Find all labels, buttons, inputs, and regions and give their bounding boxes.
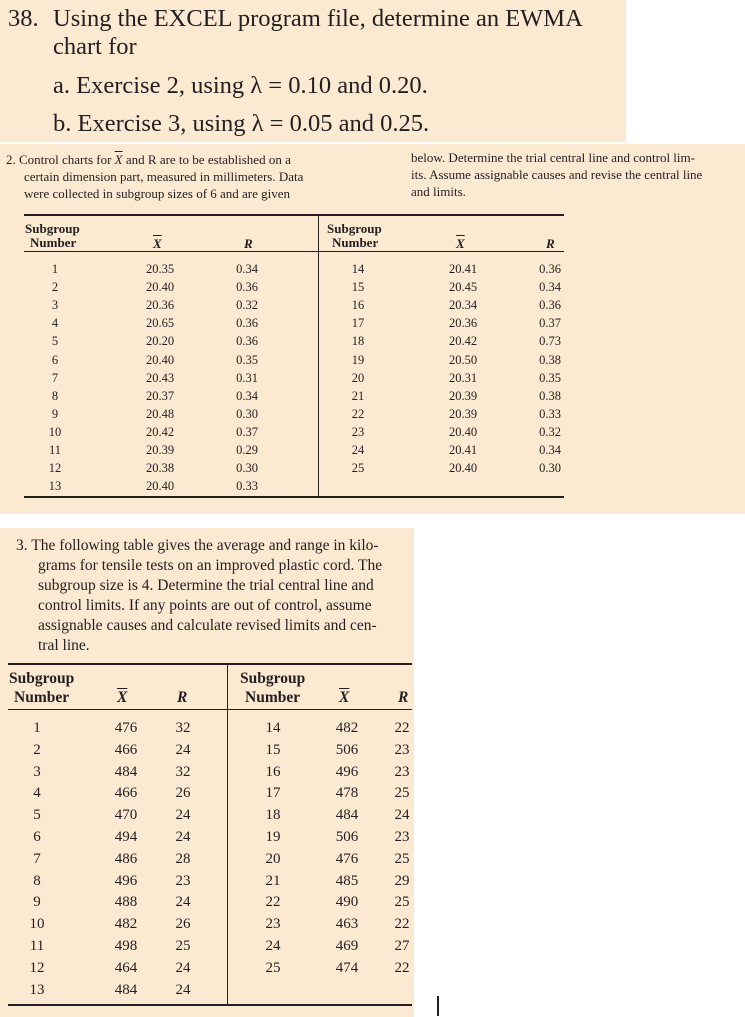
range-cell: 29 bbox=[394, 872, 410, 889]
xbar-cell: 20.40 bbox=[448, 424, 478, 439]
intro-line: certain dimension part, measured in millimeters. Data bbox=[24, 169, 304, 184]
range-cell: 0.30 bbox=[236, 461, 258, 476]
xbar-cell: 20.40 bbox=[145, 479, 175, 494]
range-cell: 23 bbox=[394, 741, 410, 758]
problem-38-part-a: a. Exercise 2, using λ = 0.10 and 0.20. bbox=[53, 72, 428, 99]
range-cell: 22 bbox=[394, 959, 410, 976]
header-xbar-2: $\overline{X}$ bbox=[339, 689, 350, 706]
xbar-cell: 506 bbox=[335, 829, 359, 845]
range-cell: 24 bbox=[175, 807, 191, 824]
subgroup-number-cell: 3 bbox=[33, 763, 41, 780]
range-cell: 23 bbox=[175, 872, 191, 889]
range-cell: 22 bbox=[394, 916, 410, 933]
header-xbar: $\overline{X}$ bbox=[153, 236, 162, 251]
range-cell: 0.29 bbox=[236, 443, 258, 457]
subgroup-number-cell: 11 bbox=[48, 443, 62, 457]
subgroup-number-cell: 10 bbox=[48, 424, 62, 439]
intro-line: below. Determine the trial central line and control lim- bbox=[411, 150, 695, 165]
range-cell: 24 bbox=[175, 741, 191, 758]
range-cell: 26 bbox=[175, 916, 191, 933]
xbar-cell: 485 bbox=[335, 872, 359, 889]
subgroup-number-cell: 13 bbox=[48, 479, 62, 494]
xbar-cell: 20.31 bbox=[448, 370, 478, 385]
range-cell: 32 bbox=[175, 720, 191, 736]
range-cell: 0.37 bbox=[236, 424, 258, 439]
range-cell: 0.36 bbox=[539, 298, 561, 313]
xbar-cell: 490 bbox=[335, 894, 359, 911]
header-number-2: Number bbox=[245, 689, 301, 706]
subgroup-number-cell: 3 bbox=[51, 298, 59, 313]
range-cell: 0.31 bbox=[236, 370, 258, 385]
header-xbar: $\overline{X}$ bbox=[117, 689, 128, 706]
subgroup-number-cell: 19 bbox=[265, 829, 281, 845]
xbar-cell: 20.37 bbox=[145, 388, 175, 403]
xbar-cell: 486 bbox=[114, 850, 138, 867]
subgroup-number-cell: 17 bbox=[351, 316, 365, 331]
subgroup-number-cell: 22 bbox=[265, 894, 281, 911]
range-cell: 23 bbox=[394, 763, 410, 780]
xbar-cell: 466 bbox=[114, 741, 138, 758]
subgroup-number-cell: 5 bbox=[51, 334, 59, 349]
range-cell: 0.30 bbox=[539, 461, 561, 476]
range-cell: 0.37 bbox=[539, 316, 561, 331]
intro-line: control limits. If any points are out of control, assume bbox=[38, 597, 372, 614]
subgroup-number-cell: 18 bbox=[265, 807, 281, 824]
header-number: Number bbox=[30, 235, 77, 250]
xbar-cell: 482 bbox=[114, 916, 138, 933]
xbar-cell: 463 bbox=[335, 916, 359, 933]
xbar-cell: 494 bbox=[114, 829, 138, 845]
xbar-cell: 476 bbox=[335, 850, 359, 867]
range-cell: 25 bbox=[394, 850, 410, 867]
intro-line: 3. The following table gives the average and range in kilo- bbox=[16, 537, 379, 554]
xbar-cell: 20.65 bbox=[145, 316, 175, 331]
range-cell: 0.36 bbox=[236, 280, 258, 295]
xbar-cell: 474 bbox=[335, 959, 359, 976]
xbar-cell: 20.39 bbox=[448, 406, 478, 421]
xbar-cell: 20.35 bbox=[145, 262, 175, 276]
range-cell: 25 bbox=[175, 938, 191, 954]
range-cell: 0.35 bbox=[236, 352, 258, 367]
subgroup-number-cell: 13 bbox=[29, 981, 45, 998]
header-number: Number bbox=[14, 689, 70, 706]
xbar-cell: 20.34 bbox=[448, 298, 478, 313]
subgroup-number-cell: 16 bbox=[265, 763, 281, 780]
xbar-cell: 20.50 bbox=[448, 352, 478, 367]
xbar-cell: 20.38 bbox=[145, 461, 175, 476]
subgroup-number-cell: 14 bbox=[265, 720, 281, 736]
range-cell: 23 bbox=[394, 829, 410, 845]
subgroup-number-cell: 17 bbox=[265, 785, 281, 802]
range-cell: 0.30 bbox=[236, 406, 258, 421]
table-header-rule bbox=[24, 251, 564, 252]
subgroup-number-cell: 1 bbox=[51, 262, 59, 276]
range-cell: 27 bbox=[394, 938, 410, 954]
subgroup-number-cell: 11 bbox=[29, 938, 45, 954]
problem-38-line-1: Using the EXCEL program file, determine an EWMA bbox=[53, 5, 583, 32]
table-bottom-rule bbox=[8, 1004, 412, 1006]
range-cell: 0.32 bbox=[236, 298, 258, 313]
xbar-cell: 466 bbox=[114, 785, 138, 802]
range-cell: 26 bbox=[175, 785, 191, 802]
table-bottom-rule bbox=[24, 496, 564, 498]
subgroup-number-cell: 21 bbox=[265, 872, 281, 889]
header-number-2: Number bbox=[332, 235, 379, 250]
subgroup-number-cell: 5 bbox=[33, 807, 41, 824]
xbar-cell: 484 bbox=[114, 981, 138, 998]
subgroup-number-cell: 23 bbox=[265, 916, 281, 933]
range-cell: 24 bbox=[394, 807, 410, 824]
problem-38-line-2: chart for bbox=[53, 33, 137, 60]
subgroup-number-cell: 2 bbox=[51, 280, 59, 295]
intro-line: its. Assume assignable causes and revise the central line bbox=[411, 167, 703, 182]
problem-number: 38. bbox=[8, 5, 39, 32]
subgroup-number-cell: 9 bbox=[33, 894, 41, 911]
xbar-cell: 506 bbox=[335, 741, 359, 758]
header-subgroup-2: Subgroup bbox=[327, 221, 382, 236]
xbar-cell: 20.39 bbox=[145, 443, 175, 457]
intro-line: subgroup size is 4. Determine the trial central line and bbox=[38, 577, 374, 594]
xbar-cell: 20.40 bbox=[145, 352, 175, 367]
exercise-3-panel bbox=[0, 528, 414, 1017]
header-subgroup: Subgroup bbox=[9, 670, 75, 687]
subgroup-number-cell: 8 bbox=[51, 388, 59, 403]
text-cursor bbox=[437, 996, 439, 1016]
subgroup-number-cell: 7 bbox=[33, 850, 41, 867]
xbar-cell: 20.48 bbox=[145, 406, 175, 421]
subgroup-number-cell: 12 bbox=[48, 461, 62, 476]
subgroup-number-cell: 1 bbox=[33, 720, 41, 736]
range-cell: 25 bbox=[394, 894, 410, 911]
intro-line: tral line. bbox=[38, 637, 90, 654]
range-cell: 0.38 bbox=[539, 388, 561, 403]
intro-line: grams for tensile tests on an improved plastic cord. The bbox=[38, 557, 383, 574]
range-cell: 0.35 bbox=[539, 370, 561, 385]
xbar-cell: 496 bbox=[335, 763, 359, 780]
range-cell: 0.34 bbox=[539, 280, 561, 295]
xbar-cell: 20.36 bbox=[448, 316, 478, 331]
subgroup-number-cell: 6 bbox=[33, 829, 41, 845]
intro-line: and limits. bbox=[411, 184, 466, 199]
xbar-cell: 496 bbox=[114, 872, 138, 889]
range-cell: 0.33 bbox=[539, 406, 561, 421]
xbar-cell: 20.41 bbox=[448, 262, 478, 276]
xbar-cell: 20.20 bbox=[145, 334, 175, 349]
subgroup-number-cell: 6 bbox=[51, 352, 59, 367]
subgroup-number-cell: 25 bbox=[351, 461, 365, 476]
subgroup-number-cell: 12 bbox=[29, 959, 45, 976]
xbar-cell: 20.36 bbox=[145, 298, 175, 313]
intro-line: 2. Control charts for $\overline{X}$ and R are to be established on a bbox=[6, 152, 291, 167]
subgroup-number-cell: 15 bbox=[265, 741, 281, 758]
xbar-cell: 484 bbox=[114, 763, 138, 780]
xbar-cell: 20.40 bbox=[145, 280, 175, 295]
xbar-cell: 484 bbox=[335, 807, 359, 824]
table-divider bbox=[318, 214, 319, 497]
xbar-cell: 20.45 bbox=[448, 280, 478, 295]
problem-38-part-b: b. Exercise 3, using λ = 0.05 and 0.25. bbox=[53, 110, 430, 137]
range-cell: 0.34 bbox=[236, 388, 258, 403]
header-subgroup-2: Subgroup bbox=[240, 670, 306, 687]
header-xbar-2: $\overline{X}$ bbox=[456, 236, 465, 251]
range-cell: 22 bbox=[394, 720, 410, 736]
subgroup-number-cell: 8 bbox=[33, 872, 41, 889]
intro-line: were collected in subgroup sizes of 6 and are given bbox=[24, 186, 291, 201]
xbar-cell: 20.39 bbox=[448, 388, 478, 403]
range-cell: 24 bbox=[175, 959, 191, 976]
range-cell: 0.73 bbox=[539, 334, 561, 349]
table-top-rule bbox=[24, 214, 564, 216]
xbar-cell: 20.40 bbox=[448, 461, 478, 476]
range-cell: 24 bbox=[175, 894, 191, 911]
subgroup-number-cell: 21 bbox=[351, 388, 365, 403]
range-cell: 28 bbox=[175, 850, 191, 867]
xbar-cell: 488 bbox=[114, 894, 138, 911]
subgroup-number-cell: 22 bbox=[351, 406, 365, 421]
subgroup-number-cell: 9 bbox=[51, 406, 59, 421]
subgroup-number-cell: 16 bbox=[351, 298, 365, 313]
subgroup-number-cell: 24 bbox=[265, 938, 281, 954]
xbar-cell: 498 bbox=[114, 938, 138, 954]
subgroup-number-cell: 10 bbox=[29, 916, 45, 933]
subgroup-number-cell: 23 bbox=[351, 424, 365, 439]
xbar-cell: 470 bbox=[114, 807, 138, 824]
subgroup-number-cell: 2 bbox=[33, 741, 41, 758]
subgroup-number-cell: 19 bbox=[351, 352, 365, 367]
header-r-2: R bbox=[546, 236, 555, 251]
problem-38-panel bbox=[0, 0, 626, 142]
header-r-2: R bbox=[398, 689, 409, 706]
header-r: R bbox=[177, 689, 188, 706]
range-cell: 0.36 bbox=[236, 334, 258, 349]
range-cell: 24 bbox=[175, 981, 191, 998]
xbar-cell: 20.42 bbox=[145, 424, 175, 439]
subgroup-number-cell: 20 bbox=[265, 850, 281, 867]
range-cell: 25 bbox=[394, 785, 410, 802]
range-cell: 0.34 bbox=[539, 443, 561, 457]
table-top-rule bbox=[8, 663, 412, 665]
xbar-cell: 476 bbox=[114, 720, 138, 736]
range-cell: 0.36 bbox=[539, 262, 561, 276]
subgroup-number-cell: 15 bbox=[351, 280, 365, 295]
range-cell: 0.34 bbox=[236, 262, 258, 276]
xbar-cell: 20.43 bbox=[145, 370, 175, 385]
table-divider bbox=[227, 663, 228, 1005]
subgroup-number-cell: 18 bbox=[351, 334, 365, 349]
subgroup-number-cell: 4 bbox=[33, 785, 41, 802]
xbar-cell: 20.42 bbox=[448, 334, 478, 349]
xbar-cell: 469 bbox=[335, 938, 359, 954]
range-cell: 0.32 bbox=[539, 424, 561, 439]
header-subgroup: Subgroup bbox=[25, 221, 80, 236]
xbar-cell: 20.41 bbox=[448, 443, 478, 457]
subgroup-number-cell: 20 bbox=[351, 370, 365, 385]
subgroup-number-cell: 24 bbox=[351, 443, 365, 457]
subgroup-number-cell: 14 bbox=[351, 262, 365, 276]
intro-line: assignable causes and calculate revised limits and cen- bbox=[38, 617, 377, 634]
header-r: R bbox=[244, 236, 253, 251]
range-cell: 0.38 bbox=[539, 352, 561, 367]
table-header-rule bbox=[8, 709, 412, 710]
xbar-cell: 482 bbox=[335, 720, 359, 736]
range-cell: 0.33 bbox=[236, 479, 258, 494]
xbar-cell: 478 bbox=[335, 785, 359, 802]
subgroup-number-cell: 4 bbox=[51, 316, 59, 331]
subgroup-number-cell: 7 bbox=[51, 370, 59, 385]
xbar-cell: 464 bbox=[114, 959, 138, 976]
subgroup-number-cell: 25 bbox=[265, 959, 281, 976]
range-cell: 0.36 bbox=[236, 316, 258, 331]
range-cell: 32 bbox=[175, 763, 191, 780]
exercise-2-panel bbox=[0, 144, 745, 514]
range-cell: 24 bbox=[175, 829, 191, 845]
